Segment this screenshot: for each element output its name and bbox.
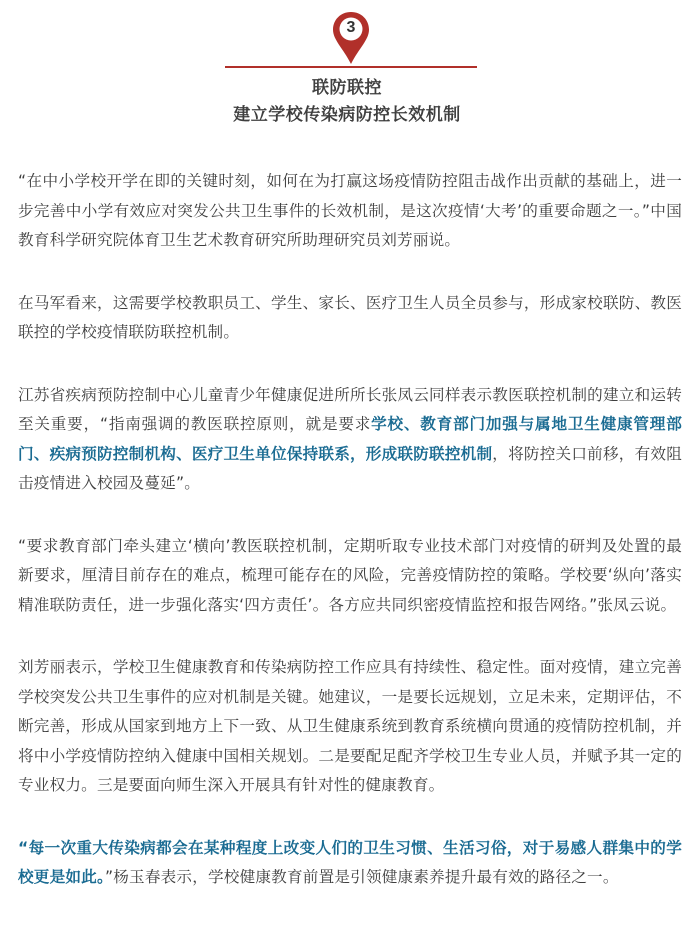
paragraph-2: 在马军看来，这需要学校教职员工、学生、家长、医疗卫生人员全员参与，形成家校联防、教医联控的学校疫情联防联控机制。 [18,293,682,341]
section-number: 3 [346,19,356,36]
paragraph-3-text: 江苏省疾病预防控制中心儿童青少年健康促进所所长张凤云同样表示教医联控机制的建立和运转至关重要，“指南强调的教医联控原则，就是要求 [18,385,682,433]
paragraph-3 [18,381,682,499]
paragraph-6-highlight: “每一次重大传染病都会在某种程度上改变人们的卫生习惯、生活习俗，对于易感人群集中的学校更是如此。 [18,838,682,886]
paragraph-6-tail: ”杨玉春表示，学校健康教育前置是引领健康素养提升最有效的路径之一。 [104,868,619,886]
location-pin-icon [331,10,371,66]
paragraph-5: 刘芳丽表示，学校卫生健康教育和传染病防控工作应具有持续性、稳定性。面对疫情，建立完善学校突发公共卫生事件的应对机制是关键。她建议，一是要长远规划，立足未来，定期评估，不断完善，形成从国家到地方上下一致、从卫生健康系统到教育系统横向贯通的疫情防控机制，并将中小学疫情防控纳入健康中国相关规划。二是要配足配齐学校卫生专业人员，并赋予其一定的专业权力。三是要面向师生深入开展具有针对性的健康教育。 [18,658,682,794]
paragraph-4: “要求教育部门牵头建立‘横向’教医联控机制，定期听取专业技术部门对疫情的研判及处置的最新要求，厘清目前存在的难点，梳理可能存在的风险，完善疫情防控的策略。学校要‘纵向’落实精准联防责任，进一步强化落实‘四方责任’。各方应共同织密疫情监控和报告网络。”张凤云说。 [18,536,682,614]
section-title: 联防联控 [312,78,382,98]
section-header [0,0,694,140]
paragraph-3-highlight: 学校、教育部门加强与属地卫生健康管理部门、疾病预防控制机构、医疗卫生单位保持联系，形成联防联控机制 [18,415,682,463]
paragraph-3-tail: ，将防控关口前移，有效阻击疫情进入校园及蔓延”。 [18,444,682,492]
article-body [18,167,682,926]
paragraph-6 [18,834,682,893]
section-subtitle: 建立学校传染病防控长效机制 [233,105,461,125]
paragraph-1: “在中小学校开学在即的关键时刻，如何在为打赢这场疫情防控阻击战作出贡献的基础上，进一步完善中小学有效应对突发公共卫生事件的长效机制，是这次疫情‘大考’的重要命题之一。”中国教育科学研究院体育卫生艺术教育研究所助理研究员刘芳丽说。 [18,172,682,249]
header-divider [225,66,477,68]
